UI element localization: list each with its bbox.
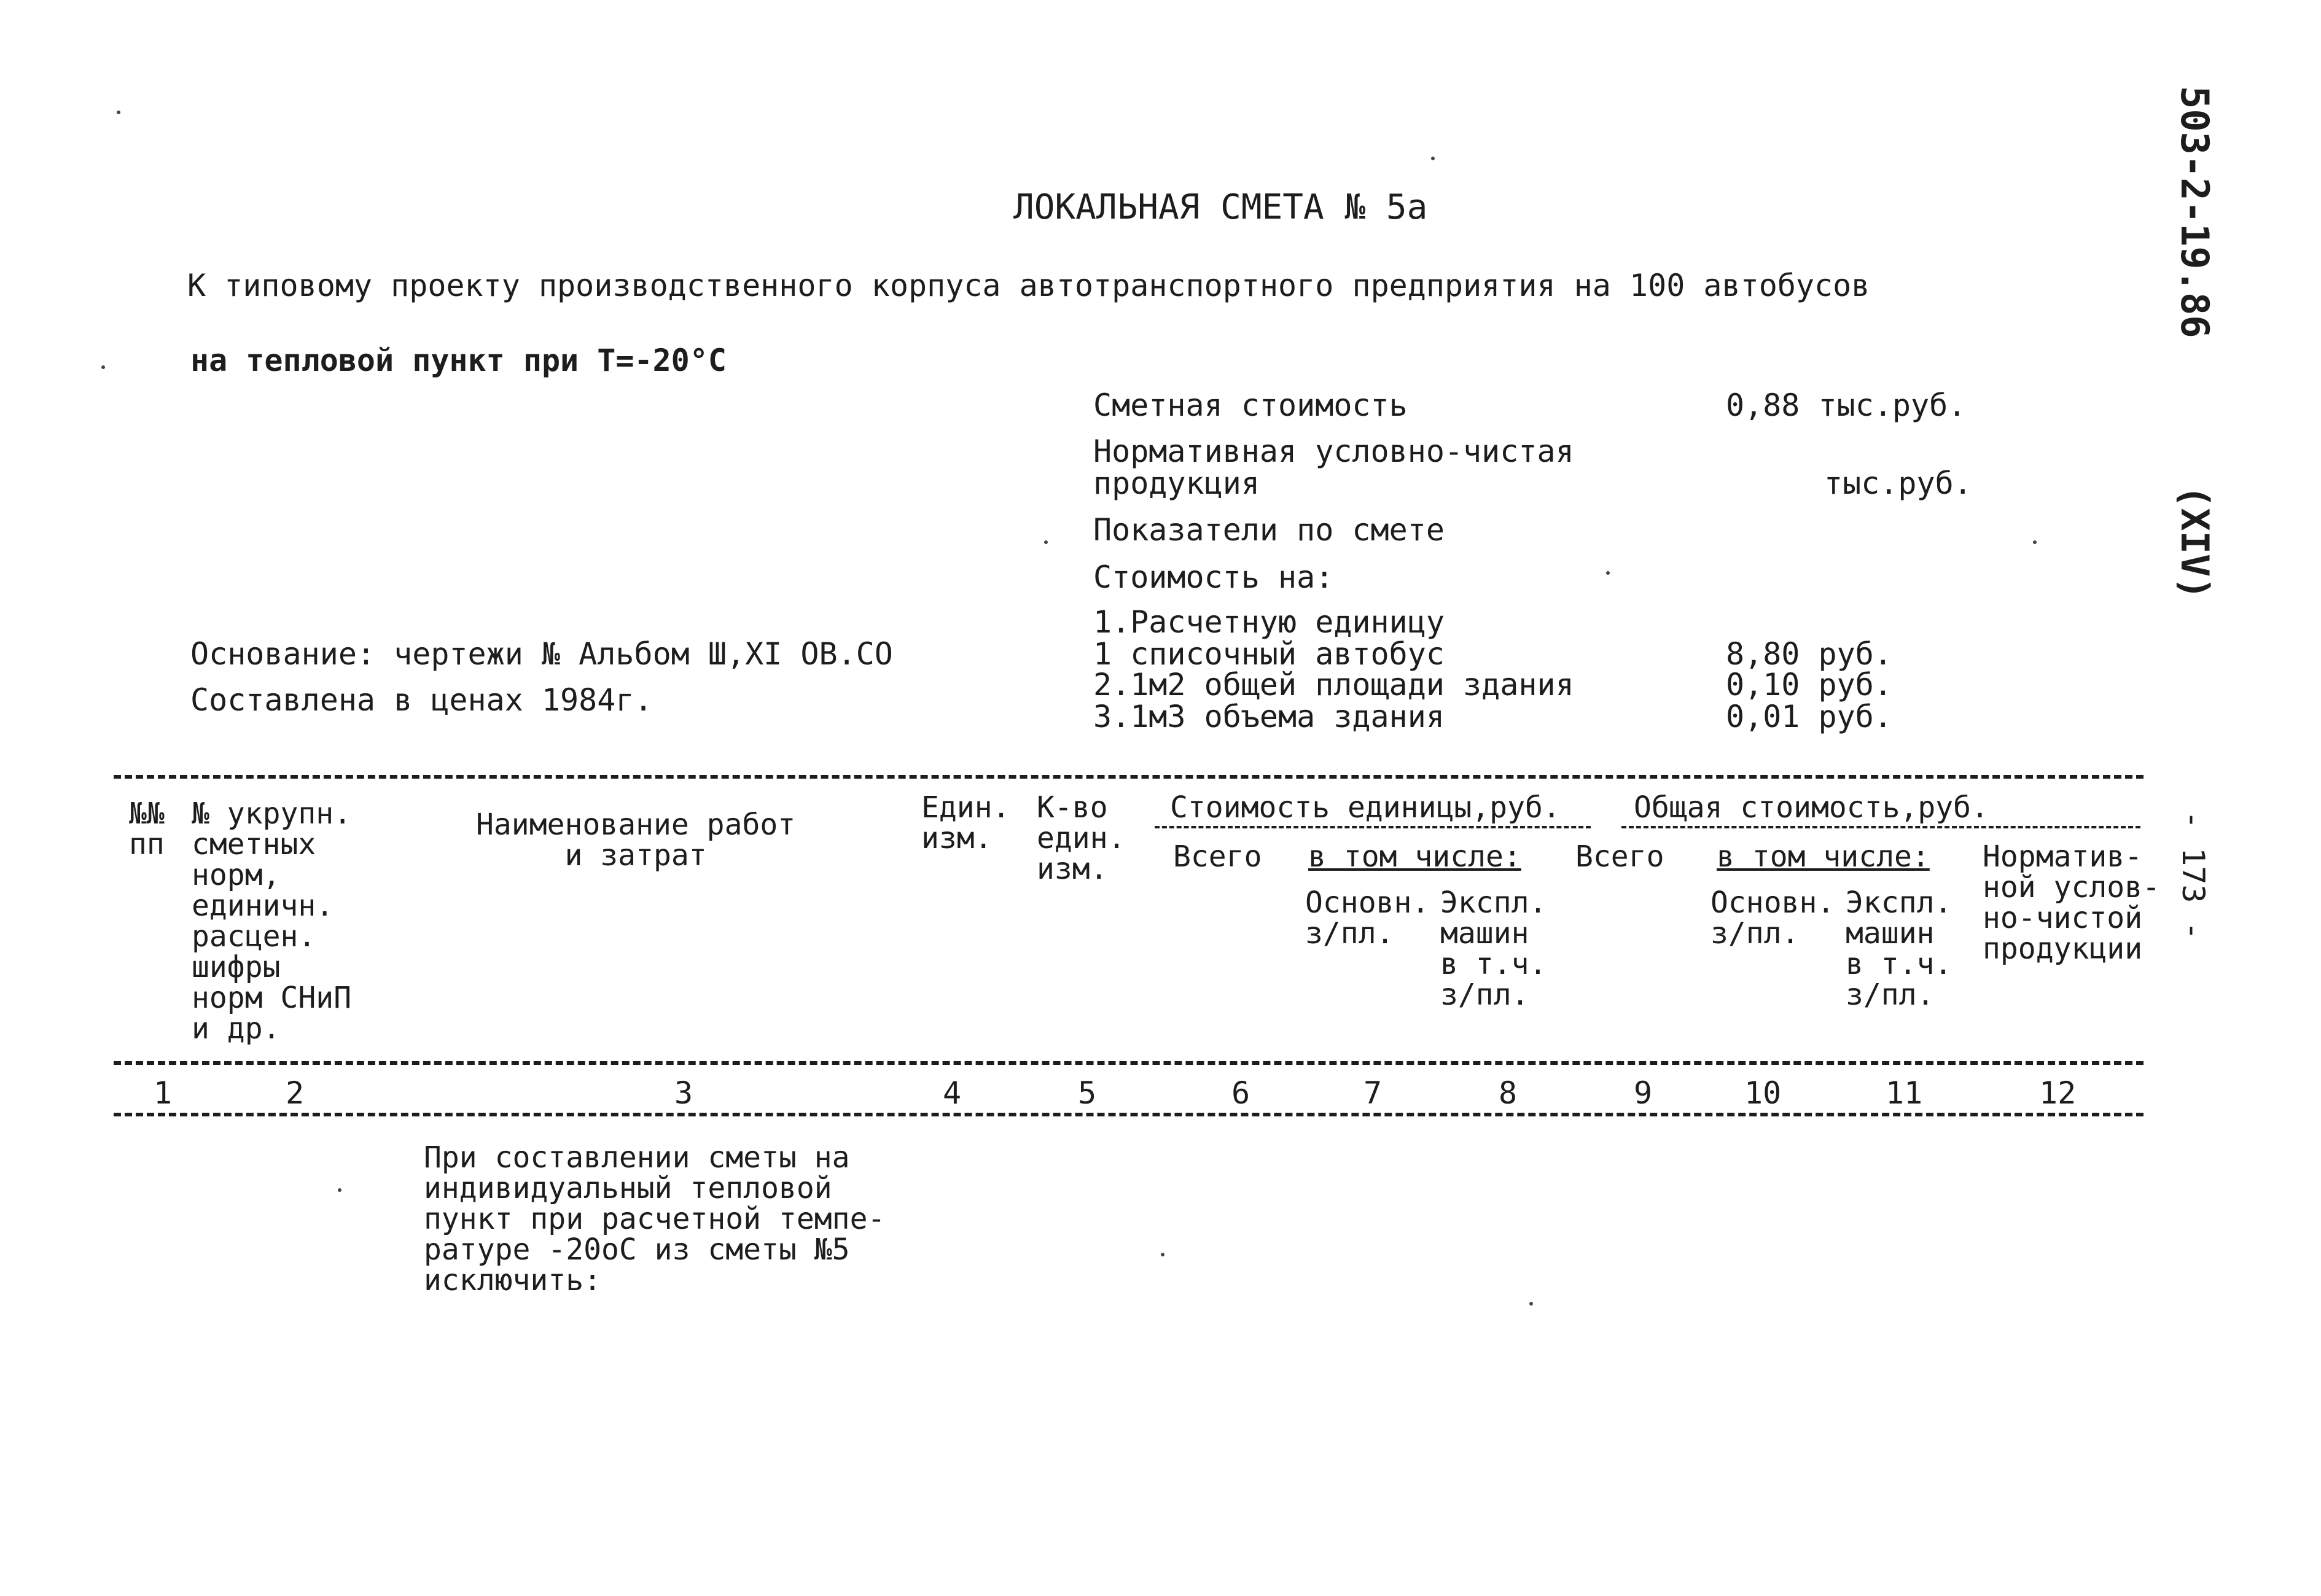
item2-value: 0,10 руб. xyxy=(1726,667,1892,703)
column-number: 7 xyxy=(1363,1075,1383,1111)
scan-speck xyxy=(1431,157,1435,160)
subtitle-line-2: на тепловой пункт при Т=-20°С xyxy=(190,343,727,378)
header-total-total: Всего xyxy=(1575,839,1664,874)
column-numbers-bottom-rule xyxy=(114,1113,2144,1116)
column-number: 9 xyxy=(1634,1075,1653,1111)
column-number: 5 xyxy=(1078,1075,1097,1111)
side-project-code: 503-2-19.86 xyxy=(2172,86,2217,338)
scan-speck xyxy=(1606,571,1610,575)
scan-speck xyxy=(1161,1253,1164,1256)
column-number: 4 xyxy=(943,1075,962,1111)
header-total-basic-wage: Основн. з/пл. xyxy=(1711,886,1835,951)
table-header-bottom-rule xyxy=(114,1061,2144,1065)
header-unit-operation: Экспл. машин в т.ч. з/пл. xyxy=(1440,886,1547,1012)
header-unit-including: в том числе: xyxy=(1308,839,1521,874)
normative-value: тыс.руб. xyxy=(1824,465,1972,501)
unit-cost-group-rule xyxy=(1155,826,1591,828)
cost-for-label: Стоимость на: xyxy=(1093,559,1334,595)
item3-label: 3.1м3 объема здания xyxy=(1093,699,1445,734)
item1-line1: 1.Расчетную единицу xyxy=(1093,604,1445,640)
column-number: 12 xyxy=(2039,1075,2077,1111)
header-normative-product: Норматив- ной услов- но-чистой продукции xyxy=(1983,839,2160,966)
header-total-cost-group: Общая стоимость,руб. xyxy=(1634,790,1989,825)
header-unit: Един. изм. xyxy=(921,790,1010,855)
scan-speck xyxy=(1529,1302,1533,1306)
item1-line2: 1 списочный автобус xyxy=(1093,636,1445,672)
header-norm-codes: № укрупн. сметных норм, единичн. расцен. шифры норм СНиП и др. xyxy=(192,796,352,1046)
header-row-number: №№ пп xyxy=(129,796,165,862)
normative-label-1: Нормативная условно-чистая xyxy=(1093,434,1574,469)
header-unit-total: Всего xyxy=(1173,839,1262,874)
indicators-label: Показатели по смете xyxy=(1093,512,1445,548)
scan-speck xyxy=(1044,540,1048,544)
item2-label: 2.1м2 общей площади здания xyxy=(1093,667,1574,703)
estimated-cost-label: Сметная стоимость xyxy=(1093,387,1408,423)
basis-line: Основание: чертежи № Альбом Ш,XI ОВ.СО xyxy=(190,636,893,672)
prices-line: Составлена в ценах 1984г. xyxy=(190,682,653,718)
normative-label-2: продукция xyxy=(1093,465,1260,501)
column-number: 2 xyxy=(286,1075,305,1111)
header-total-including: в том числе: xyxy=(1717,839,1930,874)
side-page-number: - 173 - xyxy=(2175,811,2211,940)
header-work-name: Наименование работ и затрат xyxy=(476,808,796,873)
scan-speck xyxy=(338,1188,341,1192)
column-number: 8 xyxy=(1499,1075,1518,1111)
column-number: 11 xyxy=(1886,1075,1923,1111)
total-cost-group-rule xyxy=(1621,826,2140,828)
exclusion-note: При составлении сметы на индивидуальный тепловой пункт при расчетной темпе- ратуре -20оС из сметы №5 исключить: xyxy=(424,1140,886,1298)
scan-speck xyxy=(2033,540,2037,544)
side-volume-number: (XIV) xyxy=(2172,485,2217,600)
table-top-rule xyxy=(114,775,2144,779)
item3-value: 0,01 руб. xyxy=(1726,699,1892,734)
column-number: 10 xyxy=(1744,1075,1782,1111)
header-total-operation: Экспл. машин в т.ч. з/пл. xyxy=(1846,886,1952,1012)
estimated-cost-value: 0,88 тыс.руб. xyxy=(1726,387,1967,423)
header-unit-basic-wage: Основн. з/пл. xyxy=(1305,886,1430,951)
scan-speck xyxy=(117,111,120,114)
column-number: 6 xyxy=(1231,1075,1250,1111)
document-title: ЛОКАЛЬНАЯ СМЕТА № 5а xyxy=(1013,187,1428,227)
item1-value: 8,80 руб. xyxy=(1726,636,1892,672)
header-unit-cost-group: Стоимость единицы,руб. xyxy=(1170,790,1561,825)
column-number: 3 xyxy=(674,1075,693,1111)
column-number: 1 xyxy=(154,1075,173,1111)
header-unit-count: К-во един. изм. xyxy=(1037,790,1126,886)
scan-speck xyxy=(101,365,105,369)
subtitle-line-1: К типовому проекту производственного корпуса автотранспортного предприятия на 100 автобусов xyxy=(187,268,1870,303)
